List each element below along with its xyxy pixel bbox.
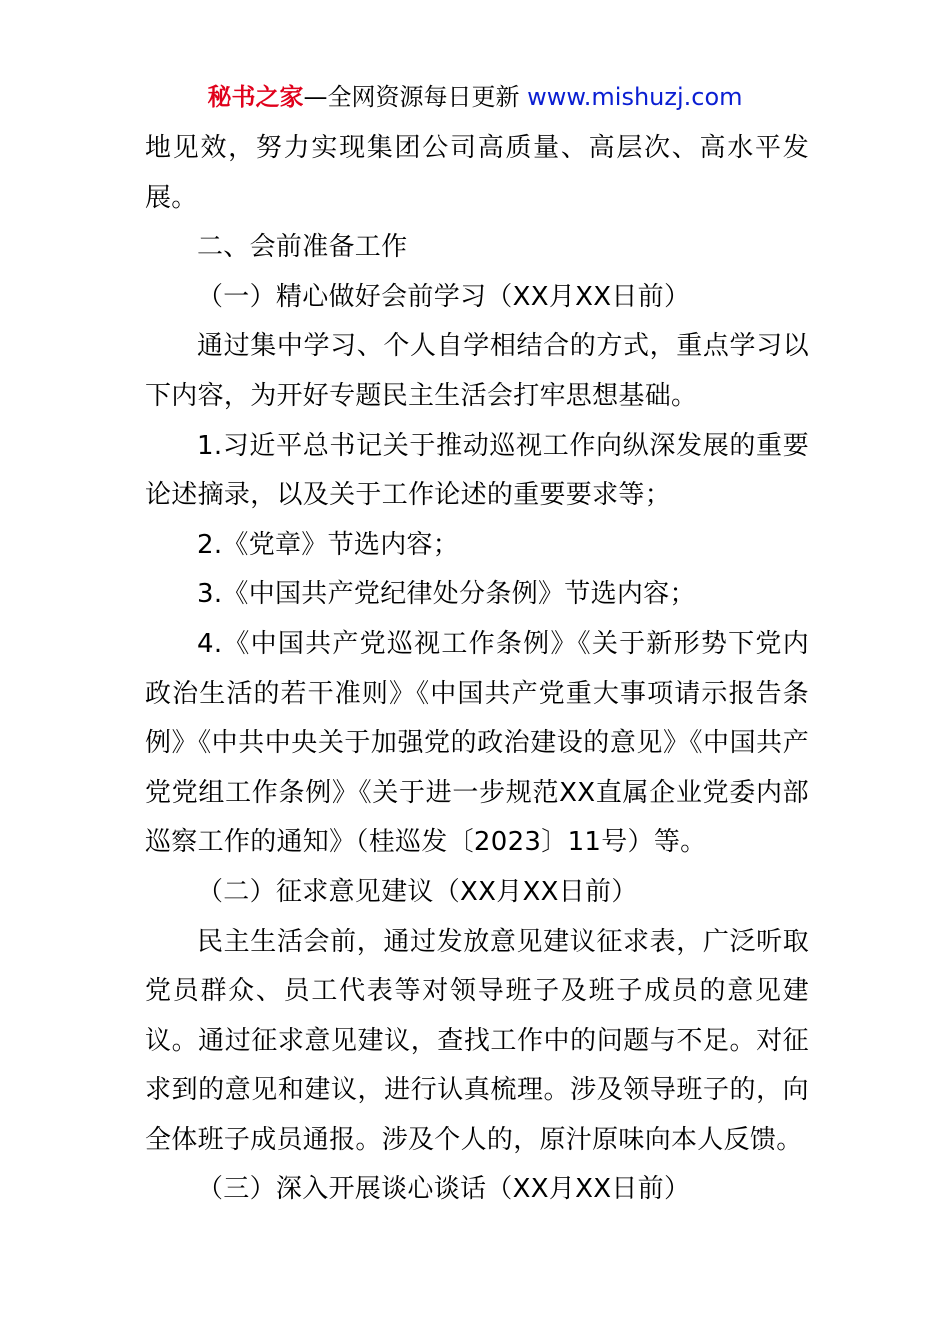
- subsection-heading-study: （一）精心做好会前学习（XX月XX日前）: [197, 281, 691, 312]
- paragraph-study-method: 通过集中学习、个人自学相结合的方式，重点学习以下内容，为开好专题民主生活会打牢思想基础。: [145, 331, 809, 411]
- document-body: [145, 124, 809, 1215]
- page-header: [0, 80, 950, 114]
- subsection-heading-talks: （三）深入开展谈心谈话（XX月XX日前）: [197, 1174, 691, 1205]
- section-heading-preparation: 二、会前准备工作: [197, 232, 408, 263]
- website-link[interactable]: www.mishuzj.com: [527, 83, 743, 111]
- list-item-3: 3.《中国共产党纪律处分条例》节选内容；: [197, 579, 696, 610]
- list-item-4: 4.《中国共产党巡视工作条例》《关于新形势下党内政治生活的若干准则》《中国共产党重大事项请示报告条例》《中共中央关于加强党的政治建设的意见》《中国共产党党组工作条例》《关于进一步规范XX直属企业党委内部巡察工作的通知》（桂巡发〔2023〕11号）等。: [145, 628, 809, 858]
- subsection-heading-opinions: （二）征求意见建议（XX月XX日前）: [197, 876, 638, 907]
- list-item-2: 2.《党章》节选内容；: [197, 529, 460, 560]
- paragraph-opinions: 民主生活会前，通过发放意见建议征求表，广泛听取党员群众、员工代表等对领导班子及班子成员的意见建议。通过征求意见建议，查找工作中的问题与不足。对征求到的意见和建议，进行认真梳理。涉及领导班子的，向全体班子成员通报。涉及个人的，原汁原味向本人反馈。: [145, 926, 809, 1155]
- header-slogan: —全网资源每日更新: [303, 83, 520, 111]
- list-item-1: 1.习近平总书记关于推动巡视工作向纵深发展的重要论述摘录，以及关于工作论述的重要要求等；: [145, 430, 809, 511]
- brand-name: 秘书之家: [207, 83, 304, 111]
- paragraph-continuation: 地见效，努力实现集团公司高质量、高层次、高水平发展。: [145, 133, 809, 213]
